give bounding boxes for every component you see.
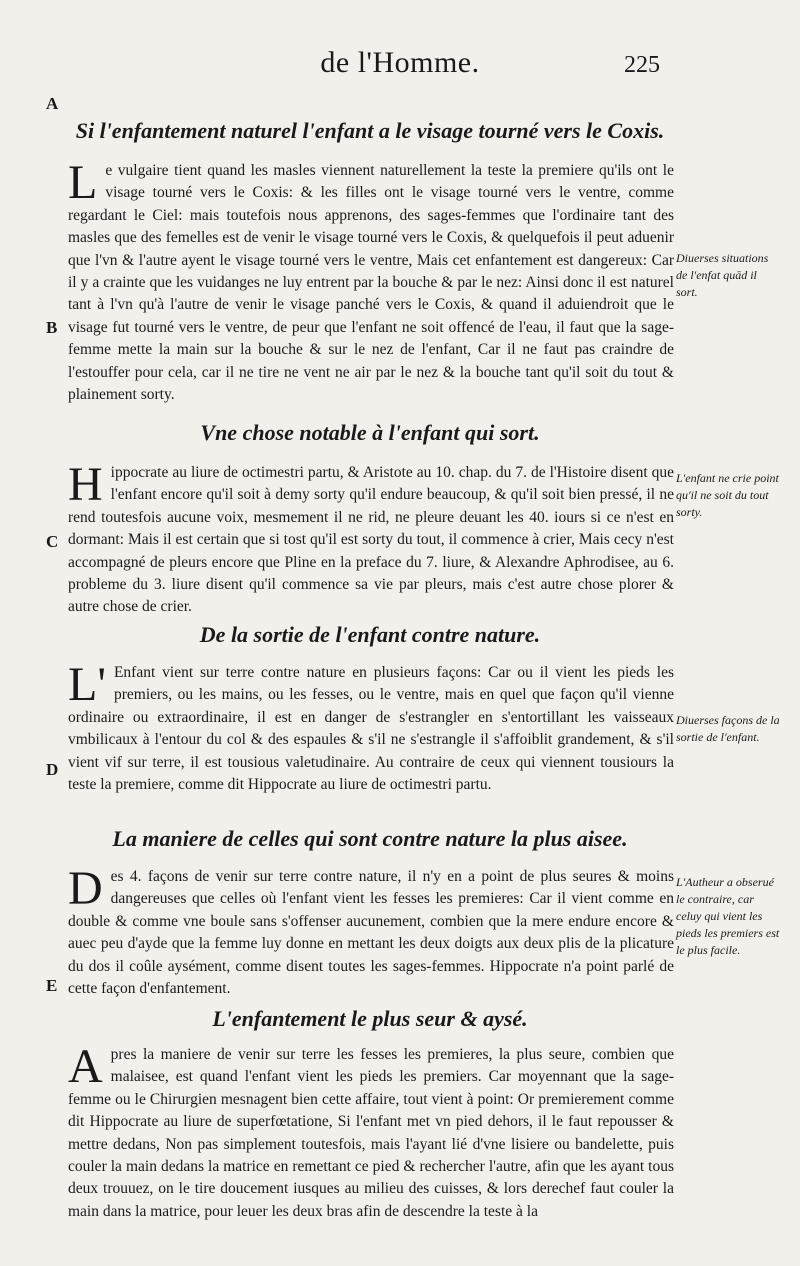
section-heading: De la sortie de l'enfant contre nature. bbox=[199, 622, 541, 647]
margin-letter-a: A bbox=[46, 94, 59, 113]
section-paragraph: L'Enfant vient sur terre contre nature en plusieurs façons: Car ou il vient les pieds les premiers, ou les mains, ou les fesses, ou le ventre, mais en quel que façon qu'il vienne ordinaire ou extraordinaire, il est en danger de s'estrangler en s'entortillant les vaisseaux vmbilicaux à l'entour du col & des espaules & s'il ne s'estrangle il s'affoiblit grandement, & s'il vient vif sur terre, il est tousious valetudinaire. Au contraire de ceux qui viennent tousiours la teste la premiere, comme dit Hippocrate au liure de octimestri partu. bbox=[68, 658, 674, 794]
running-title: de l'Homme. bbox=[320, 46, 480, 79]
margin-letter-e: E bbox=[46, 976, 58, 995]
margin-note: L'enfant ne crie point qu'il ne soit du tout sorty. bbox=[676, 471, 779, 519]
section-paragraph: Hippocrate au liure de octimestri partu, & Aristote au 10. chap. du 7. de l'Histoire disent que l'enfant encore qu'il soit à demy sorty qu'il endure beaucoup, & qu'il soit bien pressé, il ne rend toutesfois aucune voix, mesmement il ne rid, ne pleure deuant les 40. iours si ce n'est en dormant: Mais il est certain que si tost qu'il est sorty du tout, il commence à crier, Mais cecy n'est accompagné de pleurs encore que Pline en la preface du 7. liure, & Alexandre Aphrodisee, au 6. probleme du 3. liure disent qu'il commence sa vie par pleurs, mais c'est autre chose plorer & autre chose de crier. bbox=[68, 458, 674, 616]
section-paragraph: Apres la maniere de venir sur terre les fesses les premieres, la plus seure, combien que malaisee, est quand l'enfant vient les pieds les premiers. Car moyennant que la sage-femme ou le Chirurgien mesnagent bien cette affaire, tout vient à point: Or premierement comme dit Hippocrate au liure de superfœtatione, Si l'enfant met vn pied dehors, il le faut repousser & mettre dedans, Non pas simplement toutesfois, mais l'ayant lié d'vne lisiere ou bandelette, puis couler la main dedans la matrice en remettant ce pied & rechercher l'autre, afin que les ayant tous deux trouuez, on le tire doucement iusques au milieu des cuisses, & lors derechef faut couler la main dans la matrice, pour leuer les deux bras afin de descendre la teste à la bbox=[68, 1040, 674, 1220]
margin-letter-d: D bbox=[46, 760, 59, 779]
section-heading: L'enfantement le plus seur & aysé. bbox=[212, 1006, 528, 1031]
section-heading: Vne chose notable à l'enfant qui sort. bbox=[200, 420, 540, 445]
margin-note: L'Autheur a obserué le contraire, car celuy qui vient les pieds les premiers est le plus facile. bbox=[676, 875, 780, 957]
section-paragraph: Le vulgaire tient quand les masles viennent naturellement la teste la premiere qu'ils ont le visage tourné vers le Coxis: & les filles ont le visage tourné vers le ventre, comme regardant le Ciel: mais toutefois nous apprenons, des sages-femmes que l'ordinaire tant des masles que des femelles est de venir le visage tourné vers le Coxis, & quelquefois il peut aduenir que l'vn & l'autre ayent le visage tourné vers le ventre, Mais cet enfantement est dangereux: Car il y a crainte que les vuidanges ne luy entrent par la bouche & par le nez: Ainsi donc il est naturel tant à l'vn qu'à l'autre de venir le visage panché vers le Coxis, & quand il aduiendroit que le visage fut tourné vers le ventre, de peur que l'enfant ne soit offencé de l'eau, il faut que la sage-femme mette la main sur la bouche & sur le nez de l'enfant, Car il ne faut pas craindre de l'estouffer pour cela, car il ne tire ne vent ne air par le nez & la bouche tant qu'il soit du tout & plainement sorty. bbox=[68, 156, 674, 404]
margin-letter-c: C bbox=[46, 532, 59, 551]
margin-letter-b: B bbox=[46, 318, 58, 337]
section-paragraph: Des 4. façons de venir sur terre contre nature, il n'y en a point de plus seures & moins dangereuses que celles où l'enfant vient les fesses les premieres: Car il vient comme en double & comme vne boule sans s'offenser aucunement, combien que la mere endure encore & auec peu d'ayde que la femme luy donne en mettant les deux doigts aux deux plis de la plicature du dos il coûle aysément, comme disent toutes les sages-femmes. Hippocrate n'a point parlé de cette façon d'enfantement. bbox=[68, 862, 674, 998]
section-heading: La maniere de celles qui sont contre nature la plus aisee. bbox=[112, 826, 628, 851]
margin-note: Diuerses façons de la sortie de l'enfant. bbox=[676, 713, 780, 744]
page-number: 225 bbox=[624, 52, 660, 78]
section-heading: Si l'enfantement naturel l'enfant a le visage tourné vers le Coxis. bbox=[75, 118, 665, 143]
margin-note: Diuerses situations de l'enfat quād il sort. bbox=[676, 251, 769, 299]
